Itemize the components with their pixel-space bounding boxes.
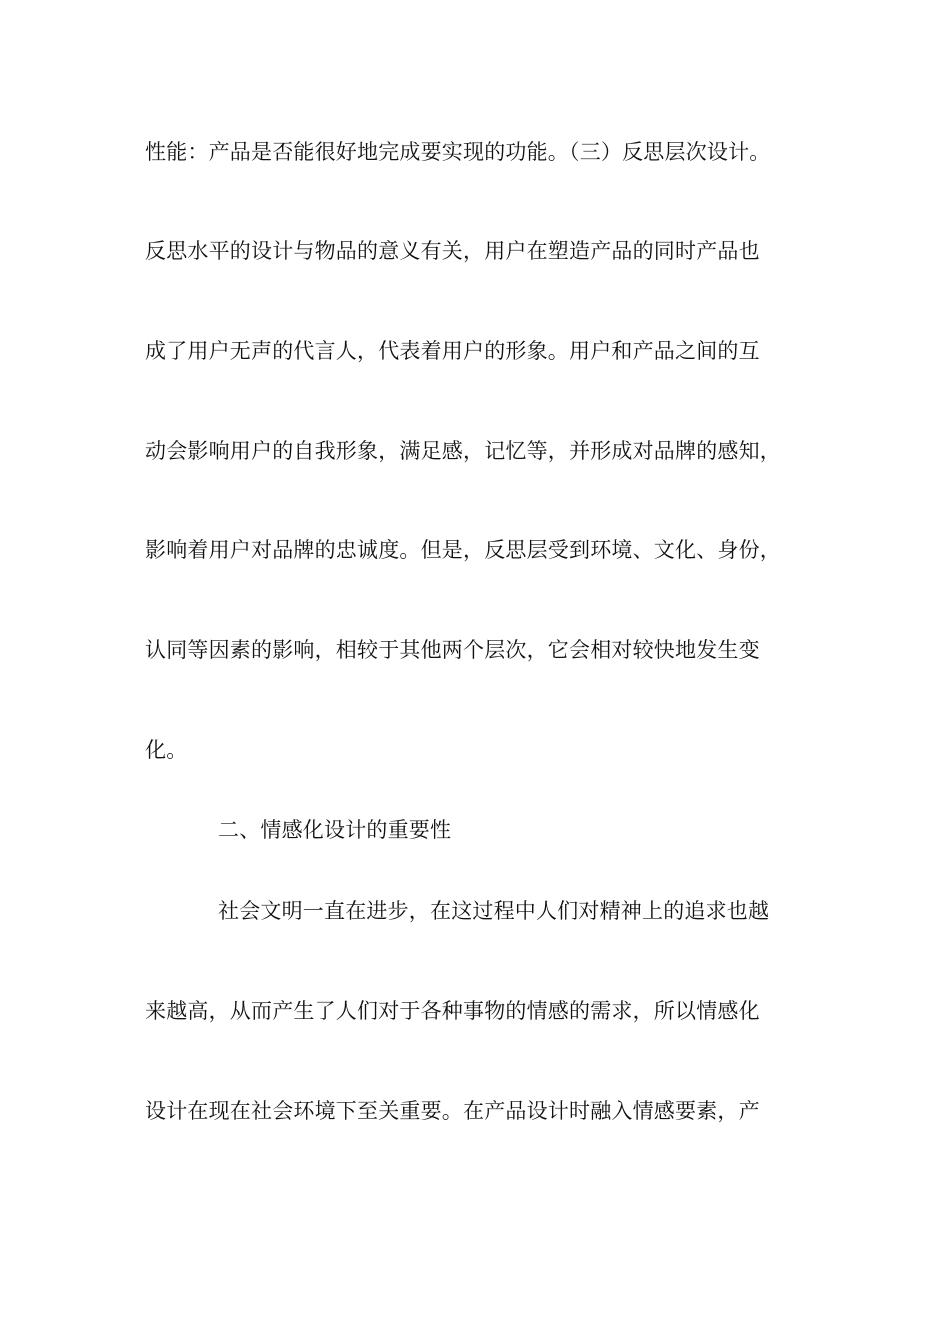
text-line: 成了用户无声的代言人，代表着用户的形象。用户和产品之间的互	[145, 339, 760, 363]
text-line: 动会影响用户的自我形象，满足感，记忆等，并形成对品牌的感知，	[145, 439, 781, 463]
paragraph-line: 设计在现在社会环境下至关重要。在产品设计时融入情感要素，产	[145, 1099, 760, 1123]
paragraph-line: 来越高，从而产生了人们对于各种事物的情感的需求，所以情感化	[145, 999, 760, 1023]
text-line: 化。	[145, 738, 188, 762]
text-line: 影响着用户对品牌的忠诚度。但是，反思层受到环境、文化、身份，	[145, 538, 781, 562]
paragraph-line: 社会文明一直在进步，在这过程中人们对精神上的追求也越	[218, 899, 770, 923]
text-line: 认同等因素的影响，相较于其他两个层次，它会相对较快地发生变	[145, 638, 760, 662]
text-line: 反思水平的设计与物品的意义有关，用户在塑造产品的同时产品也	[145, 239, 760, 263]
section-heading: 二、情感化设计的重要性	[218, 818, 452, 842]
text-line: 性能：产品是否能很好地完成要实现的功能。（三）反思层次设计。	[145, 140, 771, 164]
